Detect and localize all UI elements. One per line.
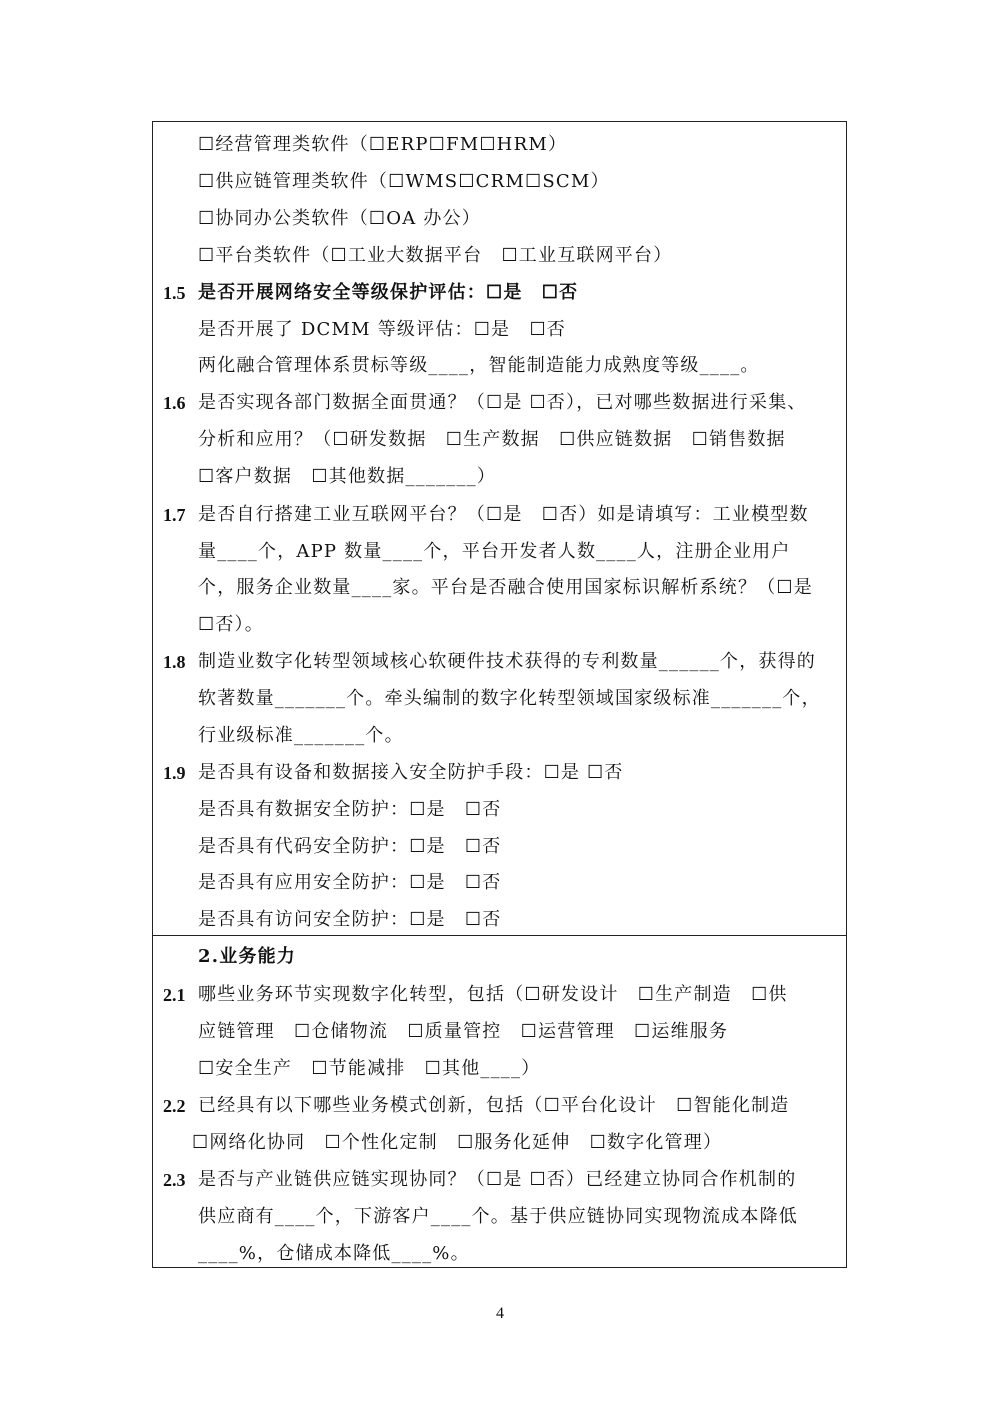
question-1-6-line: 是否实现各部门数据全面贯通？（☐是 ☐否），已对哪些数据进行采集、 — [198, 392, 807, 413]
question-1-6-line: 分析和应用？（☐研发数据 ☐生产数据 ☐供应链数据 ☐销售数据 — [198, 429, 786, 450]
question-2-1-line: 哪些业务环节实现数字化转型，包括（☐研发设计 ☐生产制造 ☐供 — [198, 984, 788, 1005]
page-number: 4 — [496, 1305, 504, 1322]
question-1-8-line: 制造业数字化转型领域核心软硬件技术获得的专利数量______个，获得的 — [198, 651, 816, 672]
question-2-3-line: 是否与产业链供应链实现协同？（☐是 ☐否）已经建立协同合作机制的 — [198, 1169, 797, 1190]
question-1-9-line: 是否具有数据安全防护：☐是 ☐否 — [198, 799, 502, 820]
question-1-9-line: 是否具有代码安全防护：☐是 ☐否 — [198, 836, 502, 857]
software-option-platform: ☐平台类软件（☐工业大数据平台 ☐工业互联网平台） — [198, 245, 673, 266]
question-number-2-2: 2.2 — [163, 1096, 186, 1116]
section-2-title: 2.业务能力 — [198, 946, 296, 967]
question-1-5-line: 是否开展网络安全等级保护评估：☐是 ☐否 — [198, 282, 579, 303]
question-number-2-3: 2.3 — [163, 1170, 186, 1190]
section-divider — [152, 935, 847, 936]
question-1-8-line: 行业级标准_______个。 — [198, 725, 404, 746]
question-number-1-6: 1.6 — [163, 393, 186, 413]
question-2-2-line: ☐网络化协同 ☐个性化定制 ☐服务化延伸 ☐数字化管理） — [192, 1132, 723, 1153]
software-option-office: ☐协同办公类软件（☐OA 办公） — [198, 208, 481, 229]
question-2-3-line: ____%，仓储成本降低____%。 — [198, 1243, 470, 1264]
question-1-6-line: ☐客户数据 ☐其他数据_______） — [198, 466, 497, 487]
question-1-5-line: 是否开展了 DCMM 等级评估：☐是 ☐否 — [198, 319, 566, 340]
question-1-9-line: 是否具有访问安全防护：☐是 ☐否 — [198, 909, 502, 930]
question-2-2-line: 已经具有以下哪些业务模式创新，包括（☐平台化设计 ☐智能化制造 — [198, 1095, 790, 1116]
question-1-7-line: 量____个，APP 数量____个，平台开发者人数____人，注册企业用户 — [198, 541, 791, 562]
software-option-supply-chain: ☐供应链管理类软件（☐WMS☐CRM☐SCM） — [198, 171, 610, 192]
question-number-2-1: 2.1 — [163, 985, 186, 1005]
question-1-7-line: ☐否）。 — [198, 614, 264, 635]
question-1-9-line: 是否具有应用安全防护：☐是 ☐否 — [198, 872, 502, 893]
question-number-1-7: 1.7 — [163, 505, 186, 525]
question-1-7-line: 是否自行搭建工业互联网平台？（☐是 ☐否）如是请填写：工业模型数 — [198, 504, 809, 525]
question-2-1-line: ☐安全生产 ☐节能减排 ☐其他____） — [198, 1058, 541, 1079]
question-number-1-5: 1.5 — [163, 283, 186, 303]
question-2-3-line: 供应商有____个，下游客户____个。基于供应链协同实现物流成本降低 — [198, 1206, 798, 1227]
software-option-management: ☐经营管理类软件（☐ERP☐FM☐HRM） — [198, 134, 568, 155]
question-1-5-line: 两化融合管理体系贯标等级____，智能制造能力成熟度等级____。 — [198, 355, 760, 376]
question-1-7-line: 个，服务企业数量____家。平台是否融合使用国家标识解析系统？（☐是 — [198, 577, 813, 598]
question-number-1-8: 1.8 — [163, 652, 186, 672]
question-2-1-line: 应链管理 ☐仓储物流 ☐质量管控 ☐运营管理 ☐运维服务 — [198, 1021, 729, 1042]
question-1-8-line: 软著数量_______个。牵头编制的数字化转型领域国家级标准_______个， — [198, 688, 821, 709]
question-1-9-line: 是否具有设备和数据接入安全防护手段：☐是 ☐否 — [198, 762, 624, 783]
question-number-1-9: 1.9 — [163, 763, 186, 783]
